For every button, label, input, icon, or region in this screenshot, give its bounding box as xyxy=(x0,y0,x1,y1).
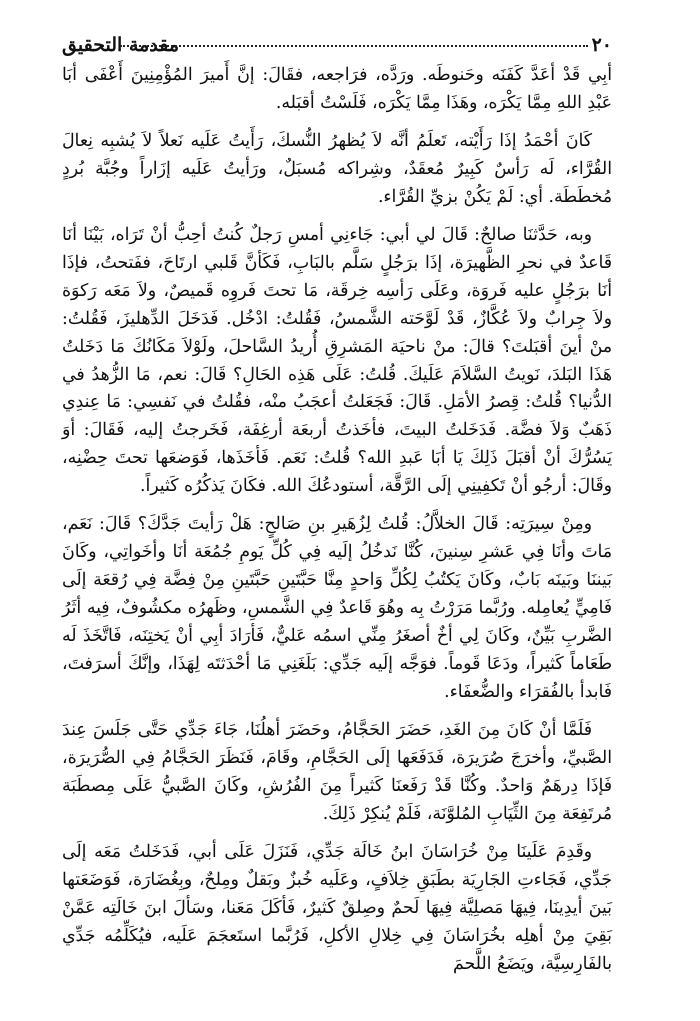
paragraph: فَلَمَّا أنْ كَانَ مِنَ الغَدِ، حَضَرَ الحَجَّامُ، وحَضَرَ أهلُنَا، جَاءَ جَدِّي حَتَّى جَلَسَ عِندَ الصَّبيِّ، وأخرَجَ صُرَيرَة، فَدَفَعَها إلَى الحَجَّامِ، وقَامَ، فَنَظَرَ الحَجَّامُ فِي الصُّرَيرَة، فَإذَا دِرهَمٌ وَاحدٌ. وكُنَّا قَدْ رَفَعنَا كَثيراً مِنَ الفُرُشِ، وكَانَ الصَّبيُّ عَلَى مِصطَبَة مُرتَفِعَة مِنَ الثِّيَابِ المُلوَّنَة، فَلَمْ يُنكِرْ ذَلِكَ. xyxy=(62,719,612,824)
paragraph: أبِي قَدْ أعَدَّ كَفَنَه وحَنوطَه. ورَدَّه، فرَاجعه، فقَالَ: إنَّ أَميرَ المُؤْمِنِينَ أَعْفَى أبَا عَبْدِ اللهِ مِمَّا يَكْرَه، وهَذَا مِمَّا يَكْرَه، فَلَسْتُ أقبَله. xyxy=(62,65,612,113)
page-body xyxy=(62,62,612,989)
paragraph: كَانَ أحْمَدُ إذَا رَأَيْته، تَعلَمُ أنَّه لاَ يُظهرُ النُّسكَ، رَأَيتُ عَلَيه نَعلاً لاَ يُشبِه نِعالَ القُرَّاء، لَه رَأسٌ كَبِيرٌ مُعقَدٌ، وشِراكه مُسبَلٌ، ورَأيتُ عَلَيه إزَاراً وجُبَّة بُردٍ مُخطَطَة. أي: لَمْ يَكُنْ بزيِّ القُرَّاء. xyxy=(62,130,612,207)
paragraph: وقَدِمَ عَلَينَا مِنْ خُرَاسَانَ ابنُ خَالَة جَدِّي، فَنَزَلَ عَلَى أبي، فَدَخَلتُ مَعَه إلَى جَدِّي، فَجَاءتِ الجَارِيَة بطَبَقِ خِلاَفٍ، وعَلَيه خُبزٌ وبَقلٌ ومِلحٌ، وبِغُضَارَة، فَوَضَعَتها بَينَ أيدِينَا، فِيهَا مَصلِيَّة فِيهَا لَحمٌ وصِلقٌ كَثيرٌ، فَأكَلَ مَعَنا، وسَألَ ابنَ خَالَتِه عَمَّنْ بَقِيَ مِنْ أهلِه بخُرَاسَانَ فِي خِلالِ الأكلِ، فَرُبَّما استَعجَمَ عَلَيه، فيُكَلِّمُه جَدِّي بالفَارِسِيَّة، ويَضَعُ اللَّحمَ xyxy=(62,841,612,974)
paragraph: ومِنْ سِيرَتِه: قَالَ الخلاَّلُ: قُلتُ لِزُهَيرِ بنِ صَالحٍ: هَلْ رَأيتَ جَدَّكَ؟ قَالَ: نَعَم، مَاتَ وأنَا فِي عَشرِ سِنينَ، كُنَّا نَدخُلُ إلَيه فِي كُلِّ يَومِ جُمُعَة أنَا وأخَواتِي، وكَانَ بَيننَا وبَينَه بَابٌ، وكَانَ يَكتُبُ لِكُلِّ وَاحدٍ مِنَّا حَبَّتَينِ حَبَّتَينِ مِنْ فِضَّة فِي رُقعَة إلَى فَامِيٍّ يُعامِله. ورُبَّما مَرَرْتُ بِه وهُوَ قَاعدٌ فِي الشَّمسِ، وظَهرُه مكشُوفٌ، فِيه أثَرُ الضَّربِ بَيِّنٌ، وكَانَ لِي أخٌ أصغَرُ مِنِّي اسمُه عَليٌّ، فَأرَادَ أبِي أنْ يَختِنَه، فَاتَّخَذَ لَه طَعَاماً كَثيراً، ودَعَا قَوماً. فوَجَّه إلَيه جَدِّي: بَلَغَنِي مَا أحْدَثتَه لِهَذَا، وإنَّكَ أسرَفتَ، فَابدأ بالفُقرَاء والضُّعفَاء. xyxy=(62,514,612,703)
page-number: ٢٠ xyxy=(591,34,612,56)
running-title: مقدمة التحقيق xyxy=(62,34,179,56)
header-dotted-rule xyxy=(120,45,588,47)
paragraph: وبه، حَدَّثنَا صالحٌ: قَالَ لي أبي: جَاءنِي أمسِ رَجلٌ كُنتُ أحِبُّ أنْ تَرَاه، بَيْنَا أنَا قَاعدٌ في نحرِ الظَّهيرَة، إذَا برَجُلٍ سَلَّم بالبَابِ، فَكَأنَّ قَلبي ارتَاحَ، ففَتحتُ، فإذَا أنَا برَجُلٍ عليه فَروَة، وعَلَى رَأسِه خِرقَة، مَا تحتَ فَروِه قَميصٌ، ولاَ مَعَه رَكوَة ولاَ جِرابٌ ولاَ عُكَّازٌ، قَدْ لَوَّحَته الشَّمسُ، فَقُلتُ: ادْخُل. فَدَخَلَ الدِّهليزَ، فَقُلتُ: منْ أينَ أقبَلتَ؟ قالَ: منْ ناحيَة المَشرِقِ أُريدُ السَّاحلَ، ولَوْلاَ مَكَانُكَ مَا دَخَلتُ هَذَا البَلدَ، نَويتُ السَّلاَمَ عَلَيكَ. قُلتُ: عَلَى هَذِه الحَالِ؟ قَالَ: نعم، مَا الزُّهدُ في الدُّنيا؟ قُلتُ: قِصرُ الأمَلِ. قَالَ: فَجَعَلتُ أعجَبُ منْه، فقُلتُ في نَفسِي: مَا عِندِي ذَهَبٌ وَلاَ فضَّة. فَدَخَلتُ البيتَ، فأخَذتُ أربعَة أرغِفَة، فَخَرجتُ إليه، فَقَالَ: أوَ يَسُرُّكَ أنْ أقبَلَ ذَلِكَ يَا أبَا عَبدِ الله؟ قُلتُ: نَعَم. فَأخَذَها، فَوَضعَها تحتَ حِضْنِه، وقَالَ: أرجُو أنْ تَكفِينِي إلَى الرَّقَّة، أستودعُكَ الله. فكَانَ يَذكُرُه كَثيراً. xyxy=(62,224,612,497)
